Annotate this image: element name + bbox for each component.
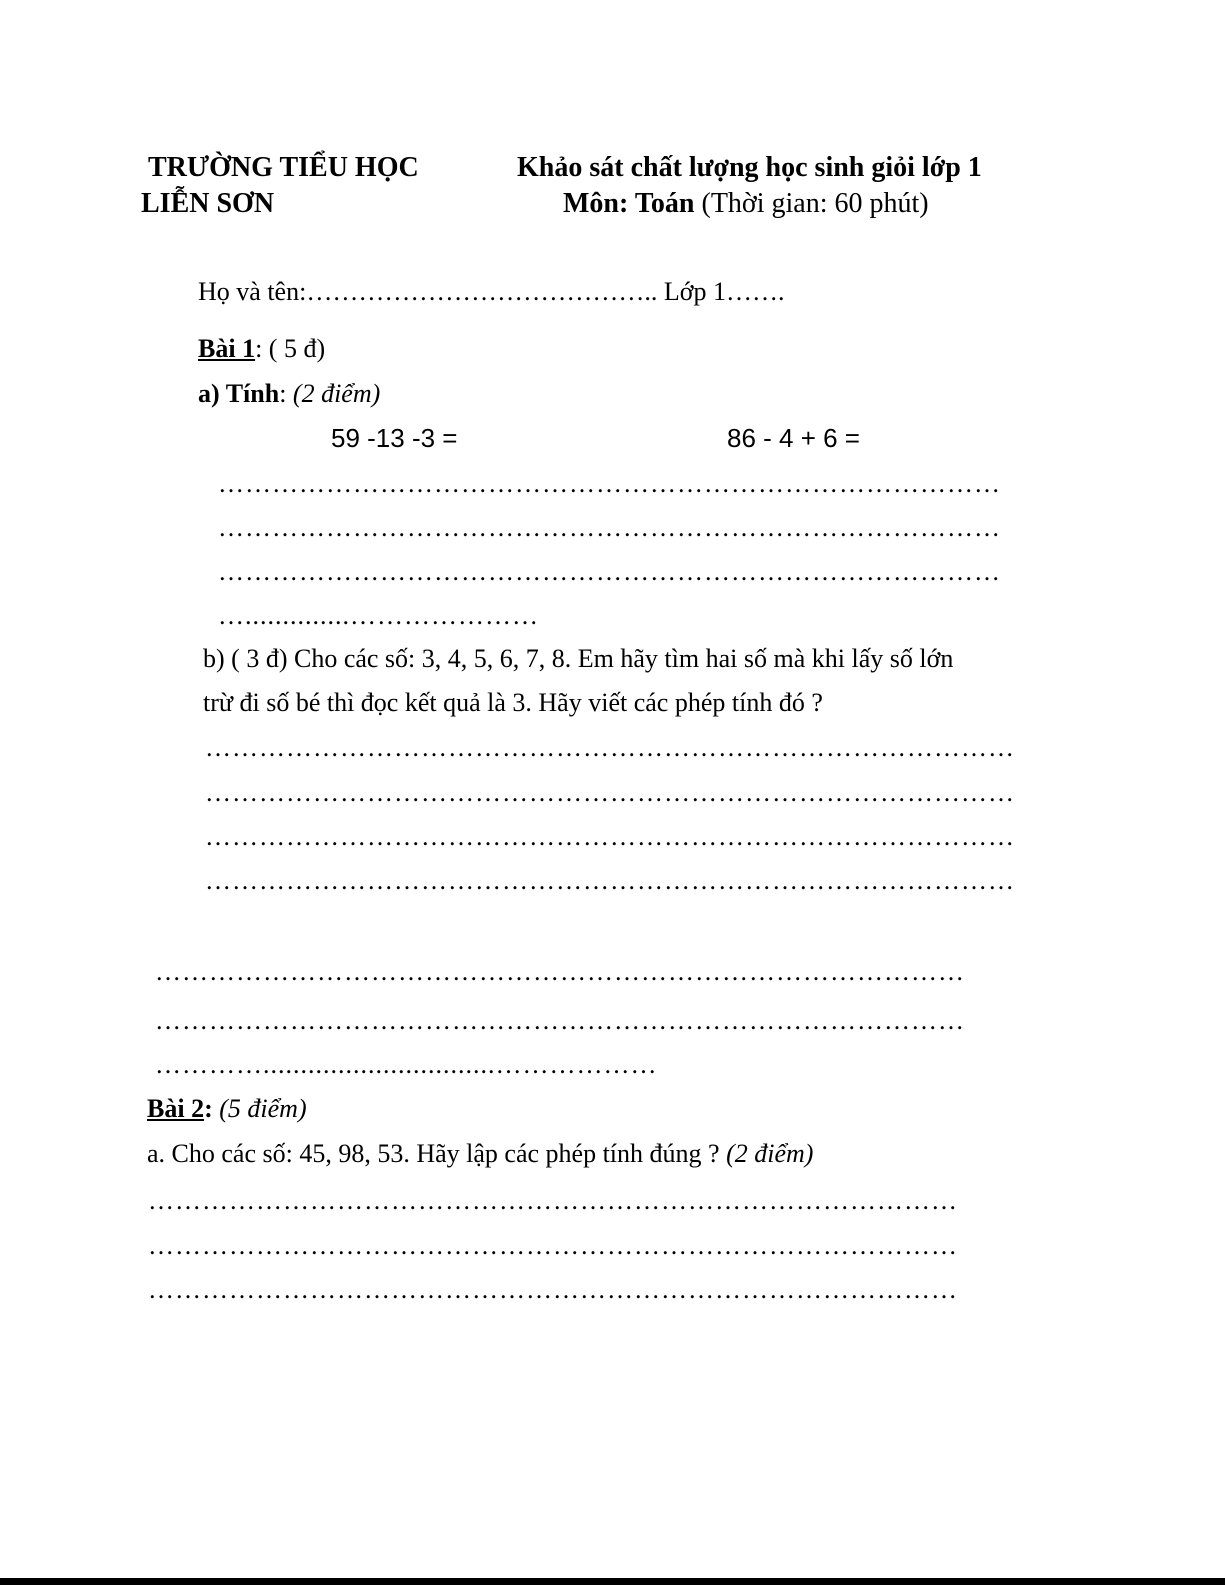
answer-line-d2: ……………………………………………………………………………… [148, 1231, 958, 1260]
answer-line-a1: …………………………………………………………………………… [218, 469, 1001, 498]
exam-duration: (Thời gian: 60 phút) [701, 188, 929, 219]
student-info-line [198, 277, 784, 307]
expression-2: 86 - 4 + 6 = [727, 423, 860, 453]
bai1-points: : ( 5 đ) [255, 334, 326, 363]
answer-line-c2: ……………………………………………………………………………… [155, 1006, 965, 1035]
answer-line-d3: ……………………………………………………………………………… [148, 1275, 958, 1304]
bai1-part-a-label: a) Tính [198, 379, 280, 408]
bai1-part-a-sep: : [279, 379, 287, 408]
exam-title: Khảo sát chất lượng học sinh giỏi lớp 1 [517, 152, 982, 183]
answer-line-b3: ……………………………………………………………………………… [205, 822, 1015, 851]
bai2-title: Bài 2 [147, 1094, 205, 1123]
name-fill-dots: ………………………………….. [306, 277, 658, 306]
answer-line-b4: ……………………………………………………………………………… [205, 866, 1015, 895]
answer-line-d1: ……………………………………………………………………………… [148, 1186, 958, 1215]
page-bottom-border [0, 1578, 1225, 1585]
answer-line-a3: …………………………………………………………………………… [218, 557, 1001, 586]
bai2-part-a [147, 1139, 813, 1169]
subject-name: Môn: Toán [563, 188, 695, 219]
answer-line-a4: …..............………………… [218, 601, 539, 630]
bai1-title: Bài 1 [198, 334, 256, 363]
bai1-part-b-line2: trừ đi số bé thì đọc kết quả là 3. Hãy viết các phép tính đó ? [203, 688, 823, 717]
answer-line-b1: ……………………………………………………………………………… [205, 733, 1015, 762]
bai1-heading [198, 334, 325, 364]
bai1-part-a-heading [198, 379, 380, 409]
bai2-part-a-points: (2 điểm) [726, 1139, 814, 1168]
answer-line-c3: …………...............................……………… [155, 1050, 658, 1079]
class-fill-dots: ……. [725, 277, 785, 306]
name-label: Họ và tên: [198, 277, 307, 306]
expression-1: 59 -13 -3 = [331, 423, 458, 453]
class-label: Lớp 1 [663, 277, 726, 306]
school-name-line2: LIỄN SƠN [141, 188, 275, 219]
bai2-sep: : [204, 1094, 213, 1123]
bai2-part-a-text: a. Cho các số: 45, 98, 53. Hãy lập các phép tính đúng ? [147, 1139, 720, 1168]
bai1-part-a-points: (2 điểm) [292, 379, 381, 408]
answer-line-c1: ……………………………………………………………………………… [155, 957, 965, 986]
bai2-points: (5 điểm) [219, 1094, 307, 1123]
school-name-line1: TRƯỜNG TIỂU HỌC [148, 152, 419, 183]
bai2-heading [147, 1094, 307, 1124]
bai1-part-b-line1: b) ( 3 đ) Cho các số: 3, 4, 5, 6, 7, 8. Em hãy tìm hai số mà khi lấy số lớn [203, 644, 954, 673]
subject-line [563, 188, 929, 220]
answer-line-a2: …………………………………………………………………………… [218, 513, 1001, 542]
answer-line-b2: ……………………………………………………………………………… [205, 778, 1015, 807]
